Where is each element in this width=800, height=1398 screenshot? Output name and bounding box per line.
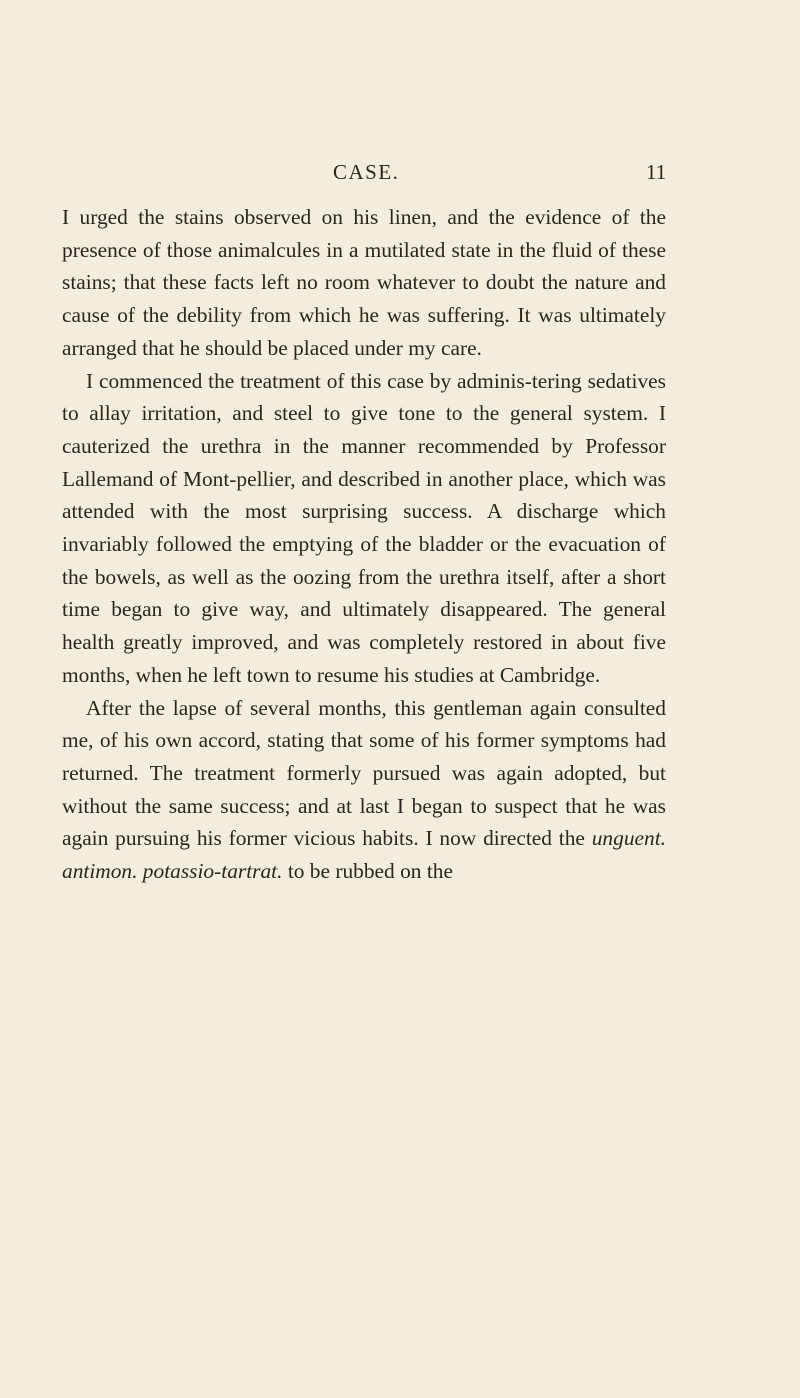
paragraph-1: I urged the stains observed on his linen, and the evidence of the presence of those animalcules in a mutilated state in the fluid of these stains; that these facts left no room whatever to doubt the nature and cause of the debility from which he was suffering. It was ultimately arranged that he should be placed under my care. — [62, 205, 666, 360]
body-text — [62, 201, 666, 888]
italic-prescription: unguent. antimon. potassio-tartrat. — [62, 826, 666, 884]
page-number: 11 — [646, 160, 667, 184]
paragraph-2: I commenced the treatment of this case by adminis-tering sedatives to allay irritation, and steel to give tone to the general system. I cauterized the urethra in the manner recommended by Professor Lallemand of Mont-pellier, and described in another place, which was attended with the most surprising success. A discharge which invariably followed the emptying of the bladder or the evacuation of the bowels, as well as the oozing from the urethra itself, after a short time began to give way, and ultimately disappeared. The general health greatly improved, and was completely restored in about five months, when he left town to resume his studies at Cambridge. — [62, 368, 666, 687]
paragraph-3-text-before: After the lapse of several months, this gentleman again consulted me, of his own accord, stating that some of his former symptoms had returned. The treatment formerly pursued was again adopted, but without the same success; and at last I began to suspect that he was again pursuing his former vicious habits. I now directed the — [62, 695, 666, 851]
paragraph-3-text-after: to be rubbed on the — [282, 859, 453, 884]
paragraph-3 — [62, 692, 666, 888]
running-head — [0, 160, 800, 190]
running-title: CASE. — [333, 160, 400, 184]
